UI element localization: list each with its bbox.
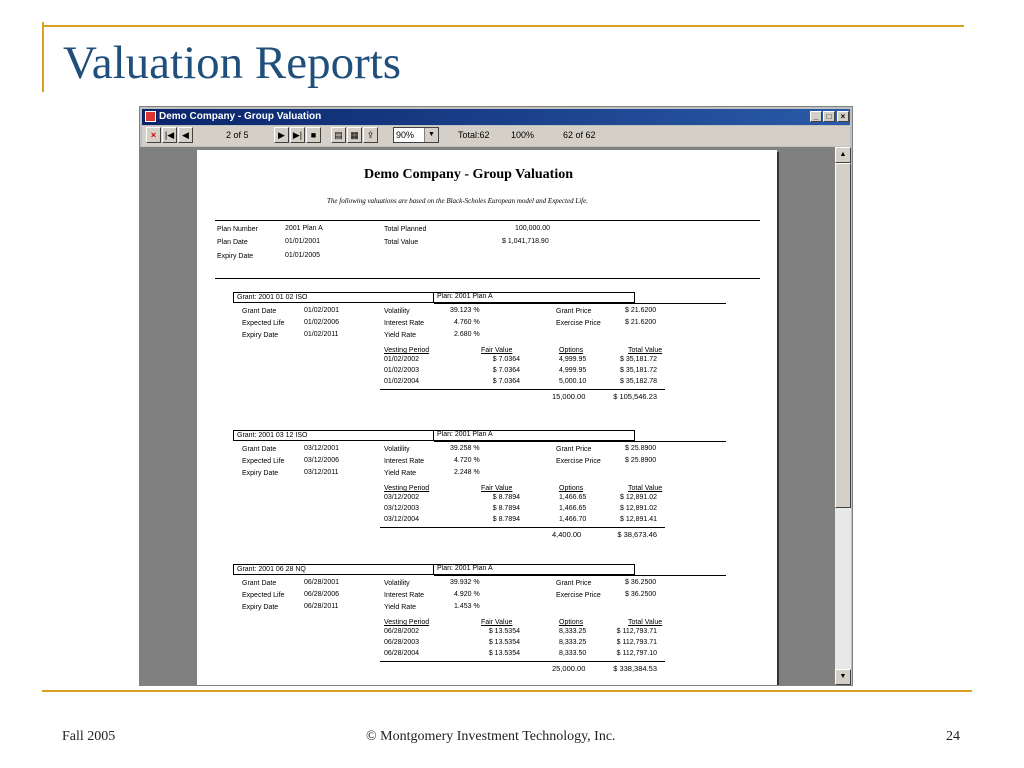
grant-date-label: Grant Date [242,446,277,453]
sum-options: 15,000.00 [552,392,586,401]
total-value-cell: $ 35,181.72 [620,367,657,374]
vesting-period-cell: 03/12/2004 [384,516,420,523]
yield-rate-value: 2.248 % [454,469,480,476]
total-value-cell: $ 12,891.02 [620,494,657,501]
expected-life-value: 03/12/2006 [304,457,340,464]
volatility-value: 39.258 % [450,445,480,452]
interest-rate-label: Interest Rate [384,320,425,327]
yield-rate-label: Yield Rate [384,470,417,477]
vesting-period-cell: 03/12/2003 [384,505,420,512]
expected-life-label: Expected Life [242,320,285,327]
vesting-period-cell: 01/02/2004 [384,378,420,385]
exercise-price-value: $ 21.6200 [625,319,657,326]
interest-rate-value: 4.760 % [454,319,480,326]
report-page [197,150,777,685]
sum-total-value: $ 105,546.23 [613,392,657,401]
volatility-label: Volatility [384,308,410,315]
grant-price-value: $ 36.2500 [625,579,657,586]
fair-value-cell: $ 13.5354 [488,628,520,635]
options-cell: 4,999.95 [559,356,587,363]
plan-expiry-value: 01/01/2005 [285,252,321,259]
grant-date-label: Grant Date [242,580,277,587]
total-value-header: Total Value [628,485,663,492]
report-toolbar [142,126,850,146]
expiry-date-value: 03/12/2011 [304,469,339,476]
options-cell: 1,466.70 [559,516,587,523]
total-value-cell: $ 35,181.72 [620,356,657,363]
minimize-icon[interactable]: _ [810,111,822,122]
options-cell: 8,333.50 [559,650,587,657]
vesting-period-cell: 06/28/2002 [384,628,420,635]
fair-value-cell: $ 7.0364 [492,356,520,363]
interest-rate-label: Interest Rate [384,592,425,599]
last-page-icon[interactable]: ▶| [290,127,305,143]
grant-plan: Plan: 2001 Plan A [437,293,493,300]
total-value-cell: $ 35,182.78 [620,378,657,385]
divider [434,303,726,304]
footer-date: Fall 2005 [62,729,116,744]
exercise-price-label: Exercise Price [556,592,601,599]
divider [380,389,665,390]
report-window [139,106,853,686]
expiry-date-label: Expiry Date [242,604,279,611]
plan-date-value: 01/01/2001 [285,238,321,245]
total-value-cell: $ 12,891.02 [620,505,657,512]
grant-date-value: 01/02/2001 [304,307,340,314]
yield-rate-value: 1.453 % [454,603,480,610]
fair-value-cell: $ 8.7894 [492,516,520,523]
vesting-period-cell: 01/02/2002 [384,356,420,363]
title-accent-vertical [42,22,44,92]
grant-name: Grant: 2001 01 02 ISO [237,294,308,301]
options-header: Options [559,347,584,354]
total-planned-value: 100,000.00 [515,225,551,232]
total-records: Total:62 [458,130,490,140]
total-planned-label: Total Planned [384,226,427,233]
previous-page-icon[interactable]: ◀ [178,127,193,143]
plan-number-value: 2001 Plan A [285,225,323,232]
divider [215,278,760,279]
expiry-date-label: Expiry Date [242,332,279,339]
grant-date-label: Grant Date [242,308,277,315]
next-page-icon[interactable]: ▶ [274,127,289,143]
grant-date-value: 06/28/2001 [304,579,340,586]
window-titlebar[interactable] [142,109,850,125]
options-cell: 4,999.95 [559,367,587,374]
volatility-value: 39.123 % [450,307,480,314]
interest-rate-label: Interest Rate [384,458,425,465]
title-accent-horizontal [42,25,964,27]
fair-value-header: Fair Value [481,619,513,626]
report-title: Demo Company - Group Valuation [364,167,574,182]
export-icon[interactable]: ⇪ [363,127,378,143]
fair-value-cell: $ 13.5354 [488,639,520,646]
interest-rate-value: 4.720 % [454,457,480,464]
total-value-cell: $ 112,793.71 [616,628,657,635]
options-cell: 8,333.25 [559,628,587,635]
total-value-header: Total Value [628,347,663,354]
plan-number-label: Plan Number [217,226,258,233]
stop-icon[interactable]: ■ [306,127,321,143]
volatility-label: Volatility [384,446,410,453]
options-cell: 8,333.25 [559,639,587,646]
record-count: 62 of 62 [563,130,596,140]
total-value-cell: $ 112,797.10 [616,650,657,657]
app-icon [145,111,156,122]
yield-rate-label: Yield Rate [384,332,417,339]
grant-price-label: Grant Price [556,308,592,315]
grant-plan: Plan: 2001 Plan A [437,431,493,438]
percent-read: 100% [511,130,535,140]
total-value-label: Total Value [384,239,419,246]
sum-options: 4,400.00 [552,530,582,539]
maximize-icon[interactable]: □ [823,111,835,122]
plan-expiry-label: Expiry Date [217,253,254,260]
expected-life-label: Expected Life [242,592,285,599]
zoom-select[interactable] [393,127,439,143]
vesting-period-cell: 03/12/2002 [384,494,420,501]
scroll-up-icon[interactable]: ▲ [835,147,851,163]
plan-date-label: Plan Date [217,239,248,246]
exercise-price-label: Exercise Price [556,320,601,327]
exercise-price-value: $ 36.2500 [625,591,657,598]
yield-rate-value: 2.680 % [454,331,480,338]
grant-price-value: $ 21.6200 [625,307,657,314]
options-cell: 1,466.65 [559,494,587,501]
grant-name: Grant: 2001 03 12 ISO [237,432,308,439]
print-setup-icon[interactable]: ▦ [347,127,362,143]
exercise-price-value: $ 25.8900 [625,457,657,464]
divider [434,575,726,576]
vesting-period-header: Vesting Period [384,619,430,626]
scroll-down-icon[interactable]: ▼ [835,669,851,685]
vesting-period-cell: 06/28/2003 [384,639,420,646]
total-value-cell: $ 12,891.41 [620,516,657,523]
chevron-down-icon[interactable]: ▼ [424,128,438,142]
expected-life-value: 01/02/2006 [304,319,340,326]
fair-value-cell: $ 13.5354 [488,650,520,657]
grant-plan: Plan: 2001 Plan A [437,565,493,572]
options-header: Options [559,485,584,492]
divider [380,527,665,528]
expected-life-value: 06/28/2006 [304,591,340,598]
interest-rate-value: 4.920 % [454,591,480,598]
grant-date-value: 03/12/2001 [304,445,340,452]
divider [434,441,726,442]
grant-price-label: Grant Price [556,580,592,587]
grant-name: Grant: 2001 06 28 NQ [237,566,306,573]
divider [215,220,760,221]
report-subtitle: The following valuations are based on the Black-Scholes European model and Expected Life. [327,197,588,205]
grant-price-label: Grant Price [556,446,592,453]
vesting-period-header: Vesting Period [384,347,430,354]
options-cell: 1,466.65 [559,505,587,512]
fair-value-cell: $ 8.7894 [492,505,520,512]
close-icon[interactable]: × [837,111,849,122]
scroll-thumb[interactable] [835,163,851,508]
volatility-label: Volatility [384,580,410,587]
vesting-period-cell: 06/28/2004 [384,650,420,657]
report-viewport[interactable] [140,147,835,685]
total-value-header: Total Value [628,619,663,626]
footer-page-number: 24 [946,729,960,744]
exercise-price-label: Exercise Price [556,458,601,465]
sum-total-value: $ 38,673.46 [617,530,657,539]
total-value-cell: $ 112,793.71 [616,639,657,646]
volatility-value: 39.932 % [450,579,480,586]
vesting-period-cell: 01/02/2003 [384,367,420,374]
sum-options: 25,000.00 [552,664,586,673]
options-header: Options [559,619,584,626]
footer-copyright: © Montgomery Investment Technology, Inc. [366,729,616,744]
cancel-icon[interactable]: × [146,127,161,143]
total-value-value: $ 1,041,718.90 [502,238,549,245]
expiry-date-value: 01/02/2011 [304,331,339,338]
fair-value-cell: $ 8.7894 [492,494,520,501]
yield-rate-label: Yield Rate [384,604,417,611]
grant-price-value: $ 25.8900 [625,445,657,452]
page-indicator: 2 of 5 [226,130,249,140]
fair-value-header: Fair Value [481,485,513,492]
first-page-icon[interactable]: |◀ [162,127,177,143]
options-cell: 5,000.10 [559,378,587,385]
fair-value-cell: $ 7.0364 [492,367,520,374]
footer-rule [42,690,972,692]
vertical-scrollbar[interactable] [835,147,851,685]
slide-title: Valuation Reports [63,37,402,89]
expiry-date-label: Expiry Date [242,470,279,477]
divider [380,661,665,662]
sum-total-value: $ 338,384.53 [613,664,657,673]
print-icon[interactable]: ▤ [331,127,346,143]
expected-life-label: Expected Life [242,458,285,465]
expiry-date-value: 06/28/2011 [304,603,339,610]
zoom-value: 90% [396,130,415,140]
window-title: Demo Company - Group Valuation [159,111,322,122]
vesting-period-header: Vesting Period [384,485,430,492]
fair-value-header: Fair Value [481,347,513,354]
fair-value-cell: $ 7.0364 [492,378,520,385]
